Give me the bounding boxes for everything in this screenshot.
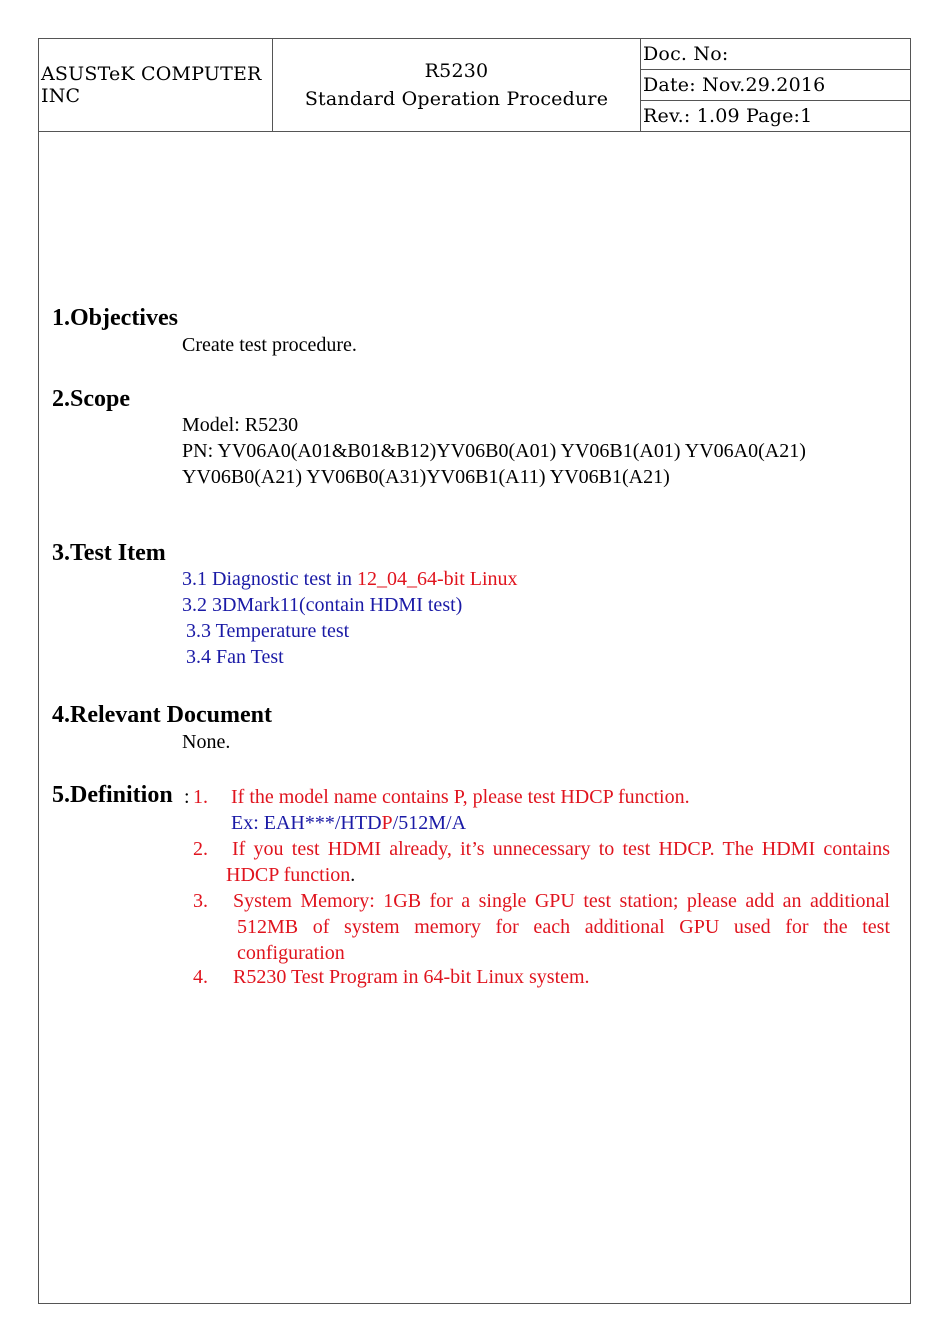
test-item-1 <box>182 568 518 591</box>
example-prefix: Ex: EAH***/HTD <box>231 812 382 834</box>
model-title: R5230 <box>424 60 489 82</box>
definition-4-number: 4. <box>193 966 208 988</box>
objectives-text: Create test procedure. <box>182 334 357 356</box>
definition-1-number: 1. <box>193 786 208 808</box>
example-p-letter: P <box>381 812 393 834</box>
definition-2-period: . <box>350 864 356 886</box>
relevant-heading: 4.Relevant Document <box>52 702 272 728</box>
definition-3-number: 3. <box>193 890 208 912</box>
test-item-1-os: 12_04_64-bit Linux <box>356 568 518 590</box>
doc-no: Doc. No: <box>641 39 911 70</box>
company-name: ASUSTeK COMPUTER INC <box>39 39 273 132</box>
definition-1-text: If the model name contains P, please test HDCP function. <box>231 786 690 808</box>
test-item-heading: 3.Test Item <box>52 540 166 566</box>
relevant-text: None. <box>182 731 231 753</box>
example-suffix: /512M/A <box>392 812 467 834</box>
definition-3-text: System Memory: 1GB for a single GPU test station; please add an additional 512MB of system memory for each additional GPU used for the test configuration <box>233 890 890 964</box>
scope-pn-line1: PN: YV06A0(A01&B01&B12)YV06B0(A01) YV06B1(A01) YV06A0(A21) <box>182 440 806 462</box>
procedure-title: Standard Operation Procedure <box>304 88 609 110</box>
test-item-2: 3.2 3DMark11(contain HDMI test) <box>182 594 463 616</box>
page-frame <box>38 38 911 1304</box>
objectives-heading: 1.Objectives <box>52 305 178 331</box>
definition-2-text <box>226 836 890 888</box>
definition-2-number: 2. <box>193 838 208 860</box>
scope-model: Model: R5230 <box>182 414 299 436</box>
definition-colon: : <box>184 786 190 808</box>
definition-2-body: If you test HDMI already, it’s unnecessary to test HDCP. The HDMI contains HDCP function <box>226 838 890 886</box>
doc-revision: Rev.: 1.09 Page:1 <box>641 101 911 132</box>
doc-date: Date: Nov.29.2016 <box>641 70 911 101</box>
document-header <box>38 38 911 132</box>
test-item-1-label: 3.1 Diagnostic test in <box>182 568 357 590</box>
test-item-4: 3.4 Fan Test <box>186 646 284 668</box>
definition-4-text: R5230 Test Program in 64-bit Linux system. <box>233 966 590 988</box>
scope-pn-line2: YV06B0(A21) YV06B0(A31)YV06B1(A11) YV06B1(A21) <box>182 466 670 488</box>
document-title <box>273 39 641 132</box>
test-item-3: 3.3 Temperature test <box>186 620 350 642</box>
definition-example <box>231 812 466 835</box>
scope-heading: 2.Scope <box>52 386 130 412</box>
definition-heading: 5.Definition <box>52 782 173 808</box>
